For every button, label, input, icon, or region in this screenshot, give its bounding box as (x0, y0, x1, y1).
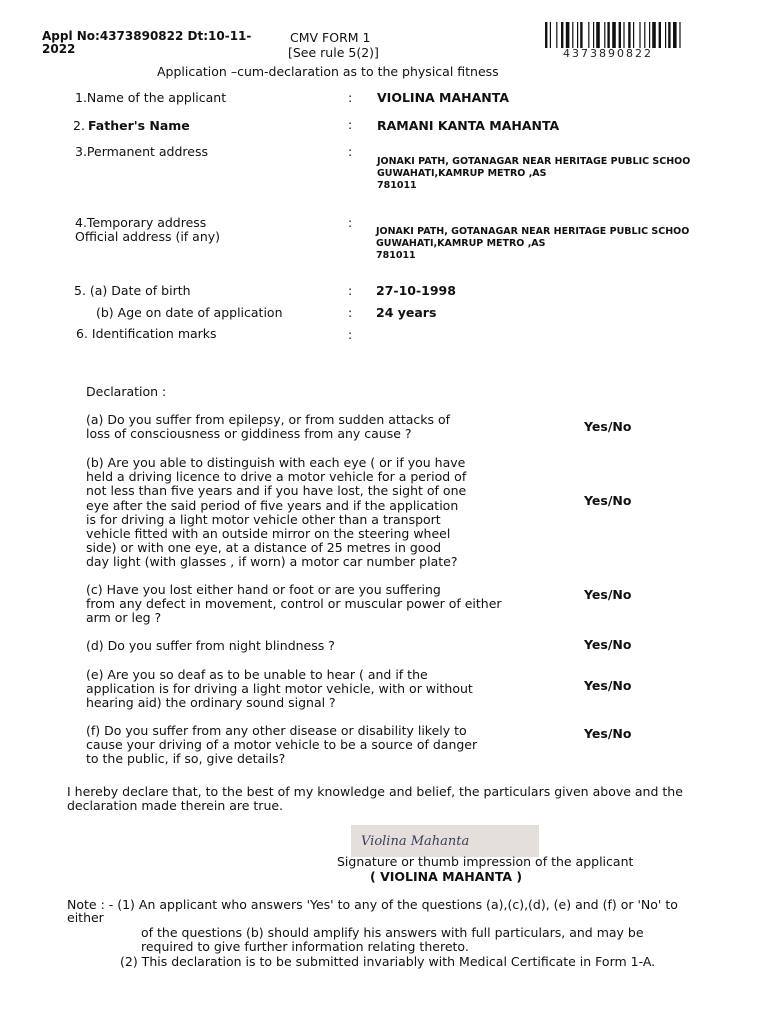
colon: : (348, 117, 353, 132)
note-line4: required to give further information relating thereto. (141, 939, 469, 954)
colon: : (348, 215, 353, 230)
identification-marks-label: 6. Identification marks (76, 326, 217, 341)
father-number: 2. (73, 118, 85, 133)
dob-value: 27-10-1998 (376, 283, 456, 298)
signature-caption: Signature or thumb impression of the applicant (337, 854, 634, 869)
permanent-address-label: 3.Permanent address (75, 144, 208, 159)
colon: : (348, 90, 353, 105)
temporary-address-value: JONAKI PATH, GOTANAGAR NEAR HERITAGE PUBLIC SCHOO GUWAHATI,KAMRUP METRO ,AS 781011 (376, 226, 690, 261)
temporary-address-label: 4.Temporary address (75, 215, 207, 230)
question-e: (e) Are you so deaf as to be unable to hear ( and if the application is for driving a light motor vehicle, with or without hearing aid) the ordinary sound signal ? (86, 667, 473, 711)
application-number: Appl No:4373890822 Dt:10-11- (42, 29, 252, 43)
age-label: (b) Age on date of application (96, 305, 283, 320)
colon: : (348, 305, 353, 320)
name-label: 1.Name of the applicant (75, 90, 227, 105)
form-title: CMV FORM 1 (290, 30, 371, 45)
barcode-number: 4373890822 (563, 47, 653, 60)
question-f: (f) Do you suffer from any other disease or disability likely to cause your driving of a motor vehicle to be a source of danger to the public, if so, give details? (86, 723, 478, 767)
answer-a: Yes/No (584, 419, 632, 434)
applicant-name-signature: ( VIOLINA MAHANTA ) (370, 869, 523, 884)
colon: : (348, 283, 353, 298)
answer-b: Yes/No (584, 493, 632, 508)
form-rule: [See rule 5(2)] (288, 45, 379, 60)
barcode-icon (545, 22, 715, 48)
question-c: (c) Have you lost either hand or foot or are you suffering from any defect in movement, control or muscular power of either arm or leg ? (86, 582, 502, 626)
question-b: (b) Are you able to distinguish with each eye ( or if you have held a driving licence to drive a motor vehicle for a period of not less than five years and if you have lost, the sight of one eye after the said period of five years and if the application is for driving a light motor vehicle other than a transport vehicle fitted with an outside mirror on the steering wheel side) or with one eye, at a distance of 25 metres in good day light (with glasses , if worn) a motor car number plate? (86, 455, 467, 570)
answer-c: Yes/No (584, 587, 632, 602)
father-label: Father's Name (88, 118, 190, 133)
answer-f: Yes/No (584, 726, 632, 741)
signature-image (351, 825, 539, 857)
note-line1: Note : - (1) An applicant who answers 'Yes' to any of the questions (a),(c),(d), (e) and (f) or 'No' to (67, 897, 678, 912)
signature-handwriting (351, 825, 539, 857)
answer-e: Yes/No (584, 678, 632, 693)
svg-text:Violina Mahanta: Violina Mahanta (361, 834, 470, 849)
question-d: (d) Do you suffer from night blindness ? (86, 638, 335, 653)
name-value: VIOLINA MAHANTA (377, 90, 509, 105)
colon: : (348, 327, 353, 342)
permanent-address-value: JONAKI PATH, GOTANAGAR NEAR HERITAGE PUBLIC SCHOO GUWAHATI,KAMRUP METRO ,AS 781011 (377, 156, 691, 191)
application-date-year: 2022 (42, 42, 76, 56)
colon: : (348, 144, 353, 159)
official-address-label: Official address (if any) (75, 229, 221, 244)
dob-label: 5. (a) Date of birth (74, 283, 191, 298)
declaration-heading: Declaration : (86, 384, 167, 399)
question-a: (a) Do you suffer from epilepsy, or from sudden attacks of loss of consciousness or giddiness from any cause ? (86, 412, 451, 442)
answer-d: Yes/No (584, 637, 632, 652)
declaration-statement-line1: I hereby declare that, to the best of my knowledge and belief, the particulars given above and the (67, 784, 683, 799)
note-line2: either (67, 910, 104, 925)
note-line5: (2) This declaration is to be submitted invariably with Medical Certificate in Form 1-A. (120, 954, 656, 969)
declaration-statement-line2: declaration made therein are true. (67, 798, 284, 813)
age-value: 24 years (376, 305, 437, 320)
form-subtitle: Application –cum-declaration as to the physical fitness (157, 64, 499, 79)
father-value: RAMANI KANTA MAHANTA (377, 118, 560, 133)
note-line3: of the questions (b) should amplify his answers with full particulars, and may be (141, 925, 644, 940)
